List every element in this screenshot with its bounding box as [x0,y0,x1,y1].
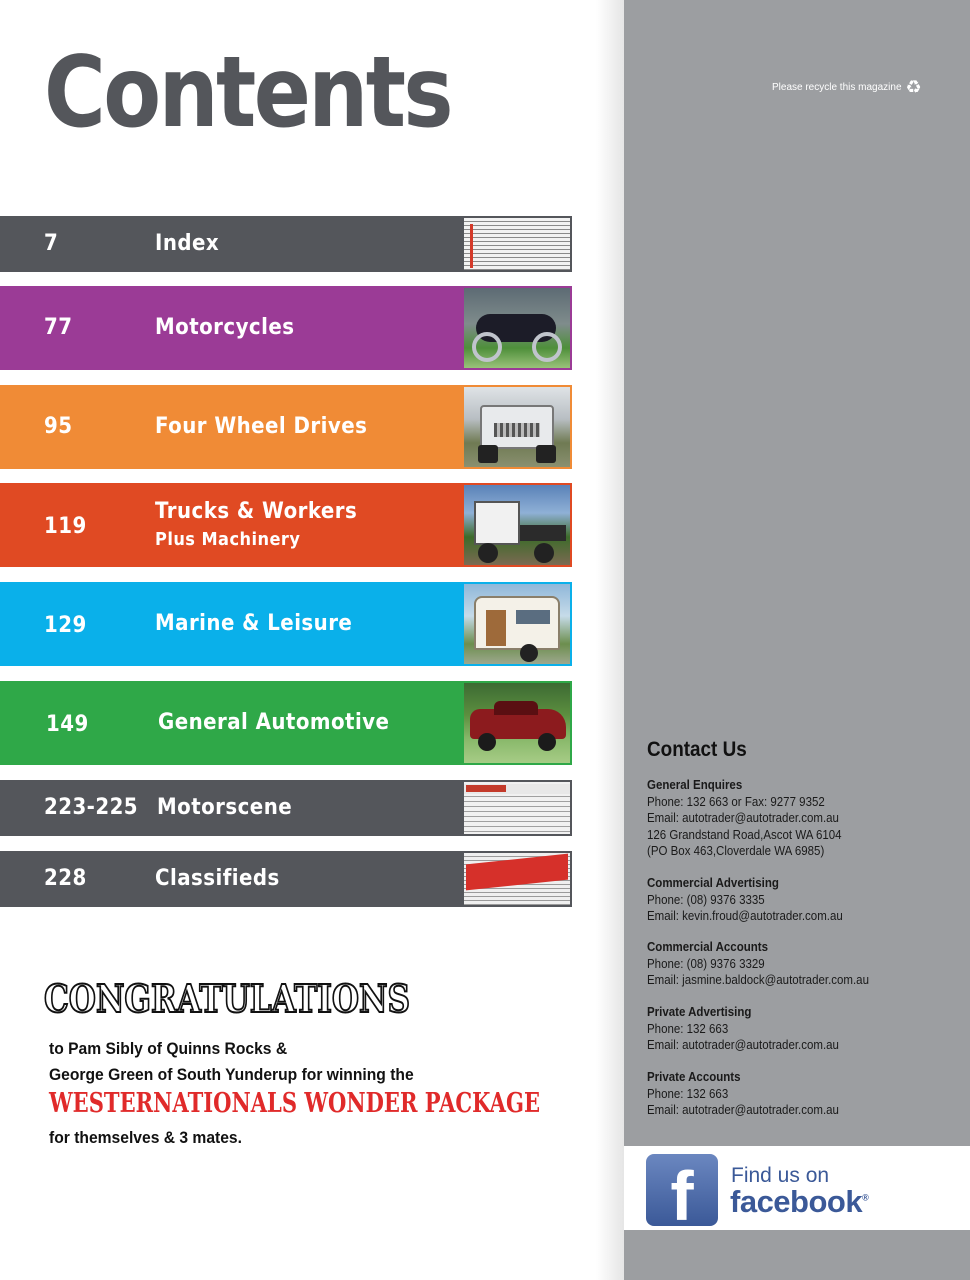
contact-email-link[interactable]: Email: autotrader@autotrader.com.au [647,811,839,825]
congratulations-line-3: for themselves & 3 mates. [49,1128,242,1147]
contents-label: Four Wheel Drives [155,414,368,439]
contact-private-advertising [647,1004,839,1054]
contents-item-trucks-workers[interactable] [0,483,572,567]
contact-general-enquires [647,777,842,860]
index-thumbnail [464,218,570,270]
contents-page-number: 149 [46,712,89,737]
contact-email-link[interactable]: Email: autotrader@autotrader.com.au [647,1038,839,1052]
recycle-note-text: Please recycle this magazine [772,81,902,93]
contents-item-motorscene[interactable] [0,780,572,836]
contact-heading: Private Accounts [647,1070,741,1084]
classifieds-thumbnail [464,853,570,905]
contact-heading: General Enquires [647,778,743,792]
contents-sublabel: Plus Machinery [155,529,301,550]
contents-item-general-automotive[interactable] [0,681,572,765]
contact-private-accounts [647,1069,839,1119]
four-wheel-drive-thumbnail [464,387,570,467]
contents-label: Trucks & Workers [155,499,358,524]
page-title: Contents [44,36,452,150]
motorcycle-thumbnail [464,288,570,368]
contact-email-link[interactable]: Email: jasmine.baldock@autotrader.com.au [647,973,869,987]
contact-title: Contact Us [647,738,747,761]
contact-line: Phone: (08) 9376 3335 [647,892,765,907]
contents-page-number: 129 [44,613,87,638]
contents-page-number: 223-225 [44,795,139,820]
contents-item-motorcycles[interactable] [0,286,572,370]
contact-line: Phone: 132 663 or Fax: 9277 9352 [647,794,825,809]
contact-line: (PO Box 463,Cloverdale WA 6985) [647,844,825,858]
contents-label: Motorscene [157,795,293,820]
contents-page-number: 228 [44,866,87,891]
contents-label: Motorcycles [155,315,295,340]
contact-heading: Private Advertising [647,1005,752,1019]
contact-commercial-accounts [647,939,869,989]
prize-name: WESTERNATIONALS WONDER PACKAGE [49,1088,541,1119]
contents-item-four-wheel-drives[interactable] [0,385,572,469]
caravan-thumbnail [464,584,570,664]
contact-line: Phone: 132 663 [647,1021,729,1036]
registered-mark: ® [862,1192,869,1203]
facebook-find-text: Find us on [731,1164,830,1187]
contact-heading: Commercial Advertising [647,876,779,890]
contact-line: Phone: (08) 9376 3329 [647,956,765,971]
contents-page-number: 119 [44,514,87,539]
congratulations-line-2: George Green of South Yunderup for winning the [49,1065,414,1084]
car-thumbnail [464,683,570,763]
congratulations-heading: CONGRATULATIONS [44,976,411,1021]
contact-email-link[interactable]: Email: kevin.froud@autotrader.com.au [647,909,843,923]
contact-email-link[interactable]: Email: autotrader@autotrader.com.au [647,1103,839,1117]
contact-heading: Commercial Accounts [647,940,769,954]
congratulations-line-1: to Pam Sibly of Quinns Rocks & [49,1039,288,1058]
contents-label: Marine & Leisure [155,611,353,636]
contents-label: General Automotive [158,710,390,735]
facebook-name: facebook [730,1184,863,1219]
contact-line: 126 Grandstand Road,Ascot WA 6104 [647,827,842,842]
motorscene-thumbnail [464,782,570,834]
contents-label: Classifieds [155,866,280,891]
facebook-wordmark [730,1184,868,1220]
contents-item-index[interactable] [0,216,572,272]
page-fold-shadow [596,0,626,1280]
contact-line: Phone: 132 663 [647,1086,729,1101]
contents-page-number: 77 [44,315,73,340]
contents-item-classifieds[interactable] [0,851,572,907]
facebook-logo-icon: f [646,1154,718,1226]
contents-page-number: 95 [44,414,73,439]
truck-thumbnail [464,485,570,565]
contents-label: Index [155,231,220,256]
facebook-banner[interactable] [624,1146,970,1230]
recycle-note [772,78,922,96]
contents-item-marine-leisure[interactable] [0,582,572,666]
contents-page-number: 7 [44,231,59,256]
contact-commercial-advertising [647,875,843,925]
recycle-icon: ♻ [905,77,922,97]
